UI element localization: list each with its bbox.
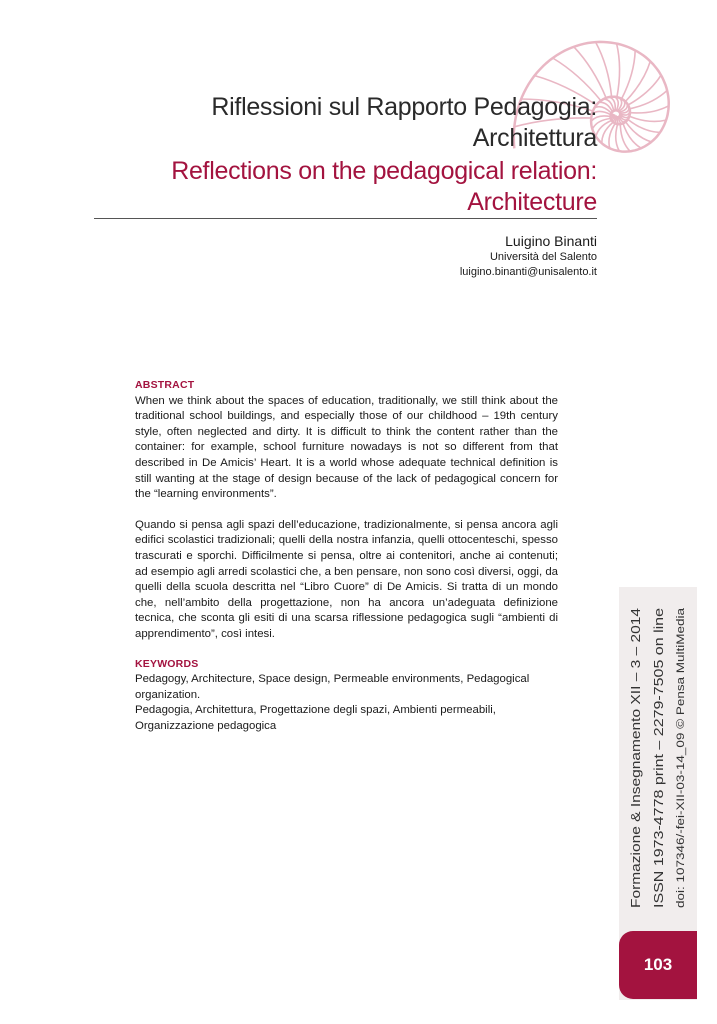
issn-line: ISSN 1973-4778 print – 2279-7505 on line (652, 673, 666, 908)
author-email: luigino.binanti@unisalento.it (459, 266, 597, 278)
keywords-heading: KEYWORDS (135, 657, 199, 670)
page-number: 103 (643, 955, 673, 974)
abstract-heading: ABSTRACT (135, 379, 195, 391)
shell-rib (628, 75, 661, 105)
shell-rib (626, 122, 652, 142)
shell-rib (596, 42, 612, 97)
title-divider (94, 218, 597, 219)
journal-line: Formazione & Insegnamento XII – 3 – 2014 (629, 666, 643, 908)
author-name: Luigino Binanti (505, 233, 597, 249)
abstract-italian: Quando si pensa agli spazi dell’educazione, tradizionalmente, si pensa ancora agli edifici scolastici tradizionali; quelli della nostra infanzia, quelli ottocenteschi, spesso trascurati e sporchi. Difficilmente si pensa, oltre ai contenitori, anche ai contenuti; ad esempio agli arredi scolastici che, a ben pensare, non sono così diversi, oggi, da quelli della scuola descritta nel “Libro Cuore” di De Amicis. Si tratta di un mondo che, nell’ambito della progettazione, non ha ancora un’adeguata definizione tecnica, che sconta gli esiti di una scarsa riflessione pedagogica sugli “ambienti di apprendimento”, così intesi. (135, 518, 558, 640)
page-number-tab (619, 931, 697, 999)
author-block (460, 232, 597, 280)
author-affiliation: Università del Salento (489, 251, 597, 263)
shell-rib (630, 90, 668, 108)
title-italian (117, 92, 597, 154)
journal-metadata (620, 600, 696, 910)
shell-rib (617, 44, 620, 98)
keywords-english: Pedagogy, Architecture, Space design, Permeable environments, Pedagogical organization. (135, 673, 530, 701)
article-title (117, 92, 597, 218)
abstract-english: When we think about the spaces of education, traditionally, we still think about the traditional school buildings, and especially those of our childhood – 19th century style, often neglected and dirty. It is difficult to think the content rather than the container: for example, school furniture nowadays is not so different from that described in De Amicis’ Heart. It is a world whose adequate technical definition is still wanting at the stage of design because of the lack of pedagogical concern for the “learning environments”. (135, 394, 558, 501)
title-english-line-1: Reflections on the pedagogical relation: (171, 157, 597, 185)
title-italian-line-2: Architettura (472, 124, 597, 152)
shell-rib (629, 116, 666, 121)
title-english (117, 156, 597, 218)
title-italian-line-1: Riflessioni sul Rapporto Pedagogia: (211, 93, 597, 121)
abstract-section (135, 378, 558, 734)
title-english-line-2: Architecture (467, 188, 597, 216)
shell-rib (616, 124, 620, 151)
shell-rib (609, 123, 615, 148)
doi-line: doi: 107346/-fei-XII-03-14_09 © Pensa MultiMedia (675, 663, 687, 908)
keywords-italian: Pedagogia, Architettura, Progettazione degli spazi, Ambienti permeabili, Organizzazione pedagogica (135, 704, 496, 732)
